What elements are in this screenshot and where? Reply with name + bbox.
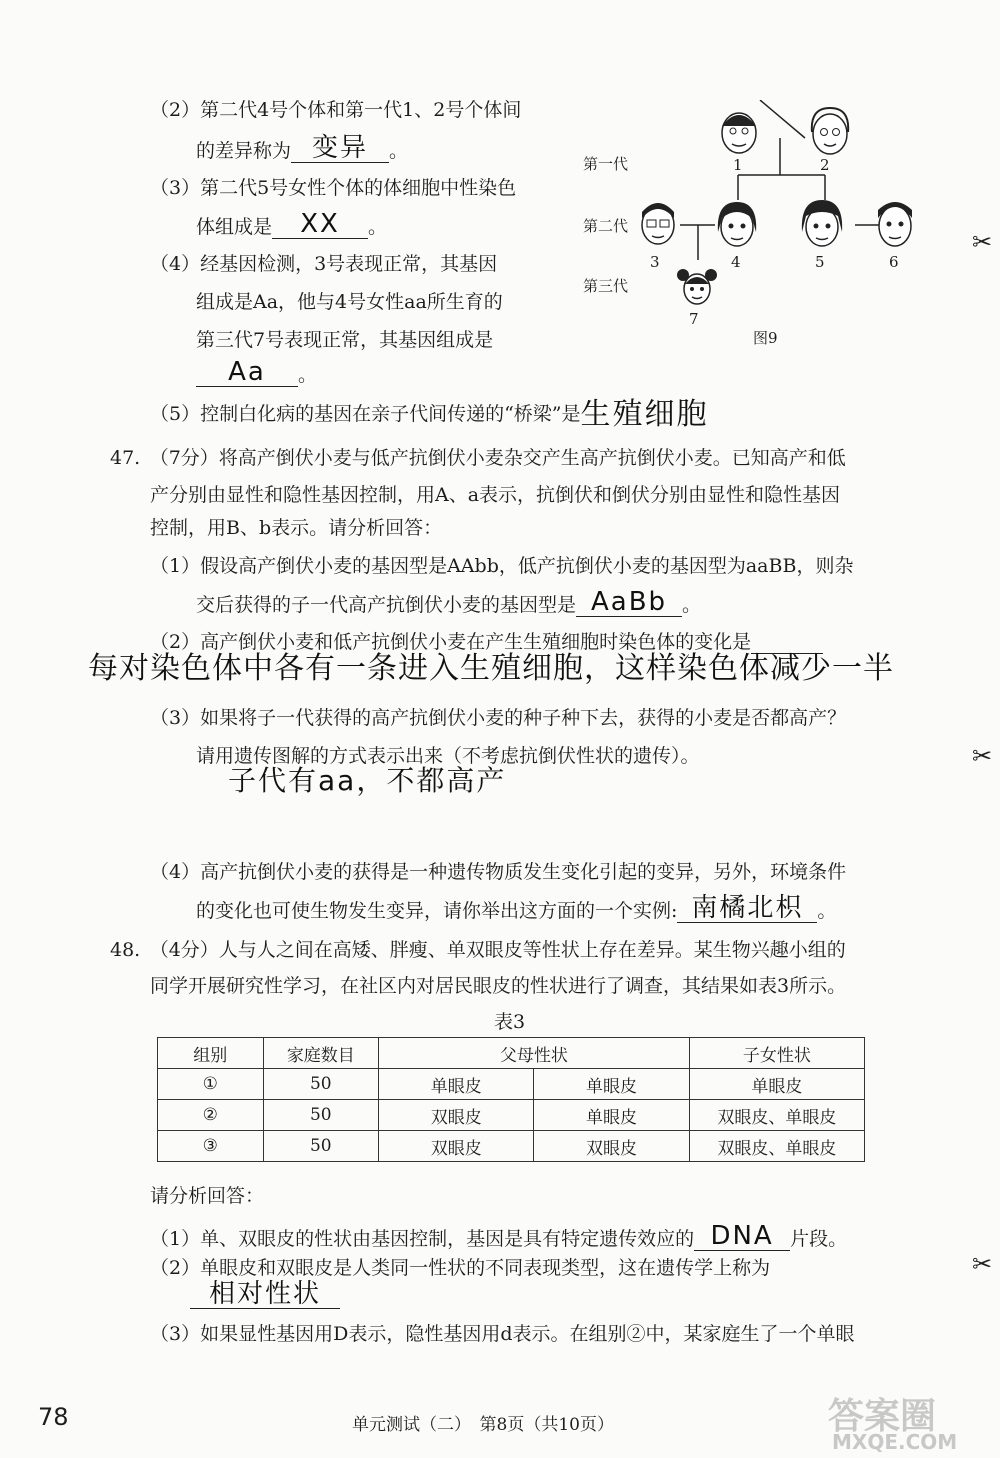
q48-part1-text: （1）单、双眼皮的性状由基因控制，基因是具有特定遗传效应的: [150, 1228, 695, 1250]
table-cell: ③: [158, 1131, 264, 1162]
generation-3-label: 第三代: [583, 277, 629, 295]
table-row: [158, 1069, 865, 1100]
q47-part4-answer: 南橘北枳: [677, 894, 817, 923]
q48-prompt: 请分析回答：: [150, 1185, 265, 1207]
table-cell: ①: [158, 1069, 264, 1100]
generation-1-label: 第一代: [583, 155, 629, 173]
period: 。: [368, 216, 388, 238]
q47-part3-line2: 请用遗传图解的方式表示出来（不考虑抗倒伏性状的遗传）。: [196, 745, 700, 767]
scissor-icon: ✂: [972, 228, 993, 256]
table-3: [157, 1037, 865, 1162]
period: 。: [389, 140, 409, 162]
q47-part2-text: （2）高产倒伏小麦和低产抗倒伏小麦在产生生殖细胞时染色体的变化是: [150, 631, 752, 653]
header-group: 组别: [158, 1038, 264, 1069]
page-footer: 单元测试（二） 第8页（共10页）: [352, 1415, 614, 1435]
period: 。: [298, 364, 318, 386]
q48-part2-answer: 相对性状: [190, 1280, 340, 1309]
watermark-url: MXQE.COM: [832, 1430, 958, 1454]
q47-part1-answer: AaBb: [576, 588, 682, 617]
person-number-2: 2: [820, 156, 830, 174]
q46-part3-line1: （3）第二代5号女性个体的体细胞中性染色: [150, 177, 517, 199]
q48-part1-line: [150, 1222, 847, 1251]
q48-part3-line: （3）如果显性基因用D表示，隐性基因用d表示。在组别②中，某家庭生了一个单眼: [150, 1323, 855, 1345]
q47-part2-answer: 每对染色体中各有一条进入生殖细胞，这样染色体减少一半: [88, 651, 894, 686]
table-cell: 双眼皮: [379, 1131, 534, 1162]
table-cell: 单眼皮: [534, 1069, 689, 1100]
q48-part1-answer: DNA: [694, 1222, 790, 1251]
table-row: [158, 1131, 865, 1162]
q46-part4-line3: 第三代7号表现正常，其基因组成是: [196, 329, 494, 351]
person-3-face-icon: [636, 198, 680, 248]
person-7-face-icon: [676, 262, 718, 310]
table-cell: 单眼皮: [534, 1100, 689, 1131]
person-number-3: 3: [650, 253, 660, 271]
q46-part5-answer: 生殖细胞: [580, 397, 709, 432]
q47-stem-line2: 产分别由显性和隐性基因控制，用A、a表示，抗倒伏和倒伏分别由显性和隐性基因: [150, 484, 841, 506]
q46-part4-line4: [196, 358, 317, 387]
q47-part3-line1: （3）如果将子一代获得的高产抗倒伏小麦的种子种下去，获得的小麦是否都高产？: [150, 707, 847, 729]
q46-part4-line2: 组成是Aa，他与4号女性aa所生育的: [196, 291, 503, 313]
q46-part3-answer: XX: [272, 210, 368, 239]
person-2-face-icon: [806, 104, 854, 158]
page-number: 78: [38, 1403, 69, 1431]
period: 。: [817, 900, 837, 922]
table-cell: 50: [263, 1069, 379, 1100]
q47-part1-line1: （1）假设高产倒伏小麦的基因型是AAbb，低产抗倒伏小麦的基因型为aaBB，则杂: [150, 555, 854, 577]
period: 。: [682, 594, 702, 616]
person-number-4: 4: [731, 253, 741, 271]
header-family-count: 家庭数目: [263, 1038, 379, 1069]
q46-part2-line2: [196, 134, 408, 163]
q48-stem-line2: 同学开展研究性学习，在社区内对居民眼皮的性状进行了调查，其结果如表3所示。: [150, 975, 847, 997]
q46-part2-answer: 变异: [291, 134, 389, 163]
person-6-face-icon: [872, 196, 918, 250]
table-cell: 双眼皮、单眼皮: [689, 1100, 864, 1131]
q47-part4-line2: [196, 894, 836, 923]
q46-part3-line2: [196, 210, 387, 239]
q48-part1-tail: 片段。: [790, 1228, 848, 1250]
q47-part3-answer: 子代有aa，不都高产: [228, 764, 507, 797]
scissor-icon: ✂: [972, 742, 993, 770]
q46-part4-answer: Aa: [196, 358, 298, 387]
scissor-icon: ✂: [972, 1250, 993, 1278]
table-row: [158, 1100, 865, 1131]
watermark-logo: 答案圈: [828, 1396, 937, 1437]
q46-part2-line1: （2）第二代4号个体和第一代1、2号个体间: [150, 99, 522, 121]
person-number-5: 5: [815, 253, 825, 271]
q48-part2-answer-line: [190, 1280, 340, 1309]
q47-stem-line3: 控制，用B、b表示。请分析回答：: [150, 517, 443, 539]
q47-part1-text: 交后获得的子一代高产抗倒伏小麦的基因型是: [196, 594, 577, 616]
person-number-1: 1: [733, 156, 743, 174]
q47-part4-line1: （4）高产抗倒伏小麦的获得是一种遗传物质发生变化引起的变异，另外，环境条件: [150, 861, 847, 883]
person-1-face-icon: [716, 106, 762, 156]
q46-part4-line1: （4）经基因检测，3号表现正常，其基因: [150, 253, 498, 275]
generation-2-label: 第二代: [583, 217, 629, 235]
q46-part5-line: [150, 397, 709, 432]
person-5-face-icon: [798, 196, 846, 250]
table-cell: 单眼皮: [689, 1069, 864, 1100]
table-cell: ②: [158, 1100, 264, 1131]
figure-caption: 图9: [753, 329, 778, 347]
q48-part2-line: （2）单眼皮和双眼皮是人类同一性状的不同表现类型，这在遗传学上称为: [150, 1257, 771, 1279]
q47-stem-line1: 47. （7分）将高产倒伏小麦与低产抗倒伏小麦杂交产生高产抗倒伏小麦。已知高产和低: [110, 447, 846, 469]
q47-part1-line2: [196, 588, 701, 617]
header-parent-trait: 父母性状: [379, 1038, 690, 1069]
table-cell: 50: [263, 1100, 379, 1131]
q47-part4-text: 的变化也可使生物发生变异，请你举出这方面的一个实例:: [196, 900, 678, 922]
q46-part5-text: （5）控制白化病的基因在亲子代间传递的“桥梁”是: [150, 403, 581, 425]
table-header-row: [158, 1038, 865, 1069]
table-cell: 双眼皮、单眼皮: [689, 1131, 864, 1162]
q46-part2-text: 的差异称为: [196, 140, 292, 162]
person-4-face-icon: [714, 198, 760, 250]
header-child-trait: 子女性状: [689, 1038, 864, 1069]
table-cell: 50: [263, 1131, 379, 1162]
q46-part3-text: 体组成是: [196, 216, 273, 238]
table-cell: 双眼皮: [534, 1131, 689, 1162]
table-cell: 单眼皮: [379, 1069, 534, 1100]
table-cell: 双眼皮: [379, 1100, 534, 1131]
q48-stem-line1: 48. （4分）人与人之间在高矮、胖瘦、单双眼皮等性状上存在差异。某生物兴趣小组的: [110, 939, 846, 961]
person-number-6: 6: [889, 253, 899, 271]
table-3-title: 表3: [494, 1011, 526, 1033]
person-number-7: 7: [689, 310, 699, 328]
